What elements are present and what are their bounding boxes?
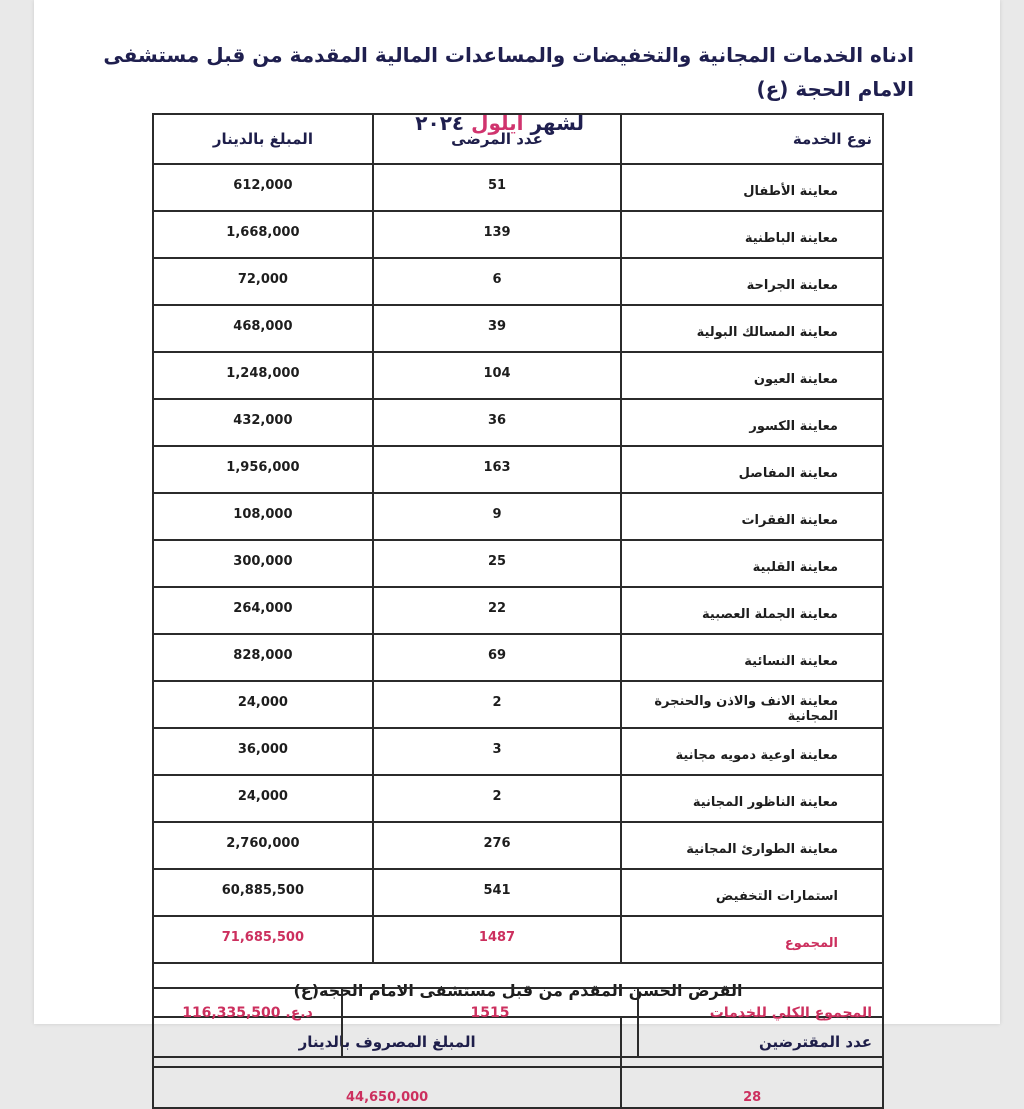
table-row (153, 822, 883, 869)
table-row (153, 352, 883, 399)
loan-amount-value: 44,650,000 (153, 1067, 621, 1108)
row-amount: 36,000 (153, 728, 373, 775)
row-amount: 60,885,500 (153, 869, 373, 916)
row-amount: 1,248,000 (153, 352, 373, 399)
row-service: معاينة القلبية (621, 540, 883, 587)
row-patients: 2 (373, 681, 621, 728)
title-line-1: ادناه الخدمات المجانية والتخفيضات والمساعدات المالية المقدمة من قبل مستشفى الامام الحجة (ع) (103, 43, 914, 101)
row-patients: 139 (373, 211, 621, 258)
row-patients: 163 (373, 446, 621, 493)
row-amount: 24,000 (153, 681, 373, 728)
row-patients: 22 (373, 587, 621, 634)
row-patients: 9 (373, 493, 621, 540)
row-service: معاينة الباطنية (621, 211, 883, 258)
table-row (153, 587, 883, 634)
row-amount: 108,000 (153, 493, 373, 540)
row-service: معاينة الفقرات (621, 493, 883, 540)
loan-borrowers-value: 28 (621, 1067, 883, 1108)
column-header-patients: عدد المرضى (373, 114, 621, 164)
table-row (153, 634, 883, 681)
row-amount: 300,000 (153, 540, 373, 587)
table-row (153, 540, 883, 587)
grand-total-table (152, 987, 884, 1058)
total-patients: 1487 (373, 916, 621, 963)
row-patients: 69 (373, 634, 621, 681)
row-service: استمارات التخفيض (621, 869, 883, 916)
row-service: معاينة العيون (621, 352, 883, 399)
row-amount: 468,000 (153, 305, 373, 352)
row-service: معاينة المفاصل (621, 446, 883, 493)
row-amount: 612,000 (153, 164, 373, 211)
table-row (153, 446, 883, 493)
row-patients: 2 (373, 775, 621, 822)
row-amount: 72,000 (153, 258, 373, 305)
row-patients: 3 (373, 728, 621, 775)
table-row (153, 164, 883, 211)
row-patients: 39 (373, 305, 621, 352)
grand-total-row (153, 988, 883, 1057)
table-row (153, 258, 883, 305)
table-row (153, 728, 883, 775)
table-row (153, 305, 883, 352)
grand-total-amount: د.ع. 116,335,500 (153, 988, 342, 1057)
row-amount: 24,000 (153, 775, 373, 822)
loan-borrowers-header: عدد المقترضين (621, 1017, 883, 1067)
row-patients: 541 (373, 869, 621, 916)
table-row (153, 493, 883, 540)
table-row (153, 775, 883, 822)
title-prefix: لشهر (530, 111, 584, 135)
table-row (153, 869, 883, 916)
column-header-amount: المبلغ بالدينار (153, 114, 373, 164)
row-service: معاينة الجراحة (621, 258, 883, 305)
row-service: معاينة الناظور المجانية (621, 775, 883, 822)
row-service: معاينة الطوارئ المجانية (621, 822, 883, 869)
services-table (152, 113, 884, 1109)
row-amount: 2,760,000 (153, 822, 373, 869)
row-service: معاينة الكسور (621, 399, 883, 446)
loan-values-row (153, 1067, 883, 1108)
loan-title: القرض الحسن المقدم من قبل مستشفى الامام الحجة(ع) (153, 963, 883, 1017)
row-amount: 1,668,000 (153, 211, 373, 258)
title-month: ايلول (471, 111, 524, 135)
title-year: ٢٠٢٤ (415, 111, 465, 135)
table-row (153, 681, 883, 728)
row-service: معاينة الجملة العصبية (621, 587, 883, 634)
grand-total-count: 1515 (342, 988, 638, 1057)
row-patients: 51 (373, 164, 621, 211)
row-service: معاينة المسالك البولية (621, 305, 883, 352)
row-patients: 6 (373, 258, 621, 305)
total-label: المجموع (621, 916, 883, 963)
row-service: معاينة النسائية (621, 634, 883, 681)
row-amount: 264,000 (153, 587, 373, 634)
row-patients: 36 (373, 399, 621, 446)
row-service: معاينة الأطفال (621, 164, 883, 211)
total-amount: 71,685,500 (153, 916, 373, 963)
column-header-service: نوع الخدمة (621, 114, 883, 164)
row-patients: 104 (373, 352, 621, 399)
row-patients: 276 (373, 822, 621, 869)
row-service: معاينة اوعية دمويه مجانية (621, 728, 883, 775)
row-amount: 1,956,000 (153, 446, 373, 493)
row-amount: 828,000 (153, 634, 373, 681)
row-amount: 432,000 (153, 399, 373, 446)
row-service: معاينة الانف والاذن والحنجرة المجانية (621, 681, 883, 728)
total-row (153, 916, 883, 963)
grand-total-label: المجموع الكلي للخدمات (638, 988, 883, 1057)
table-row (153, 211, 883, 258)
table-header-row (153, 114, 883, 164)
table-row (153, 399, 883, 446)
loan-amount-header: المبلغ المصروف بالدينار (153, 1017, 621, 1067)
row-patients: 25 (373, 540, 621, 587)
